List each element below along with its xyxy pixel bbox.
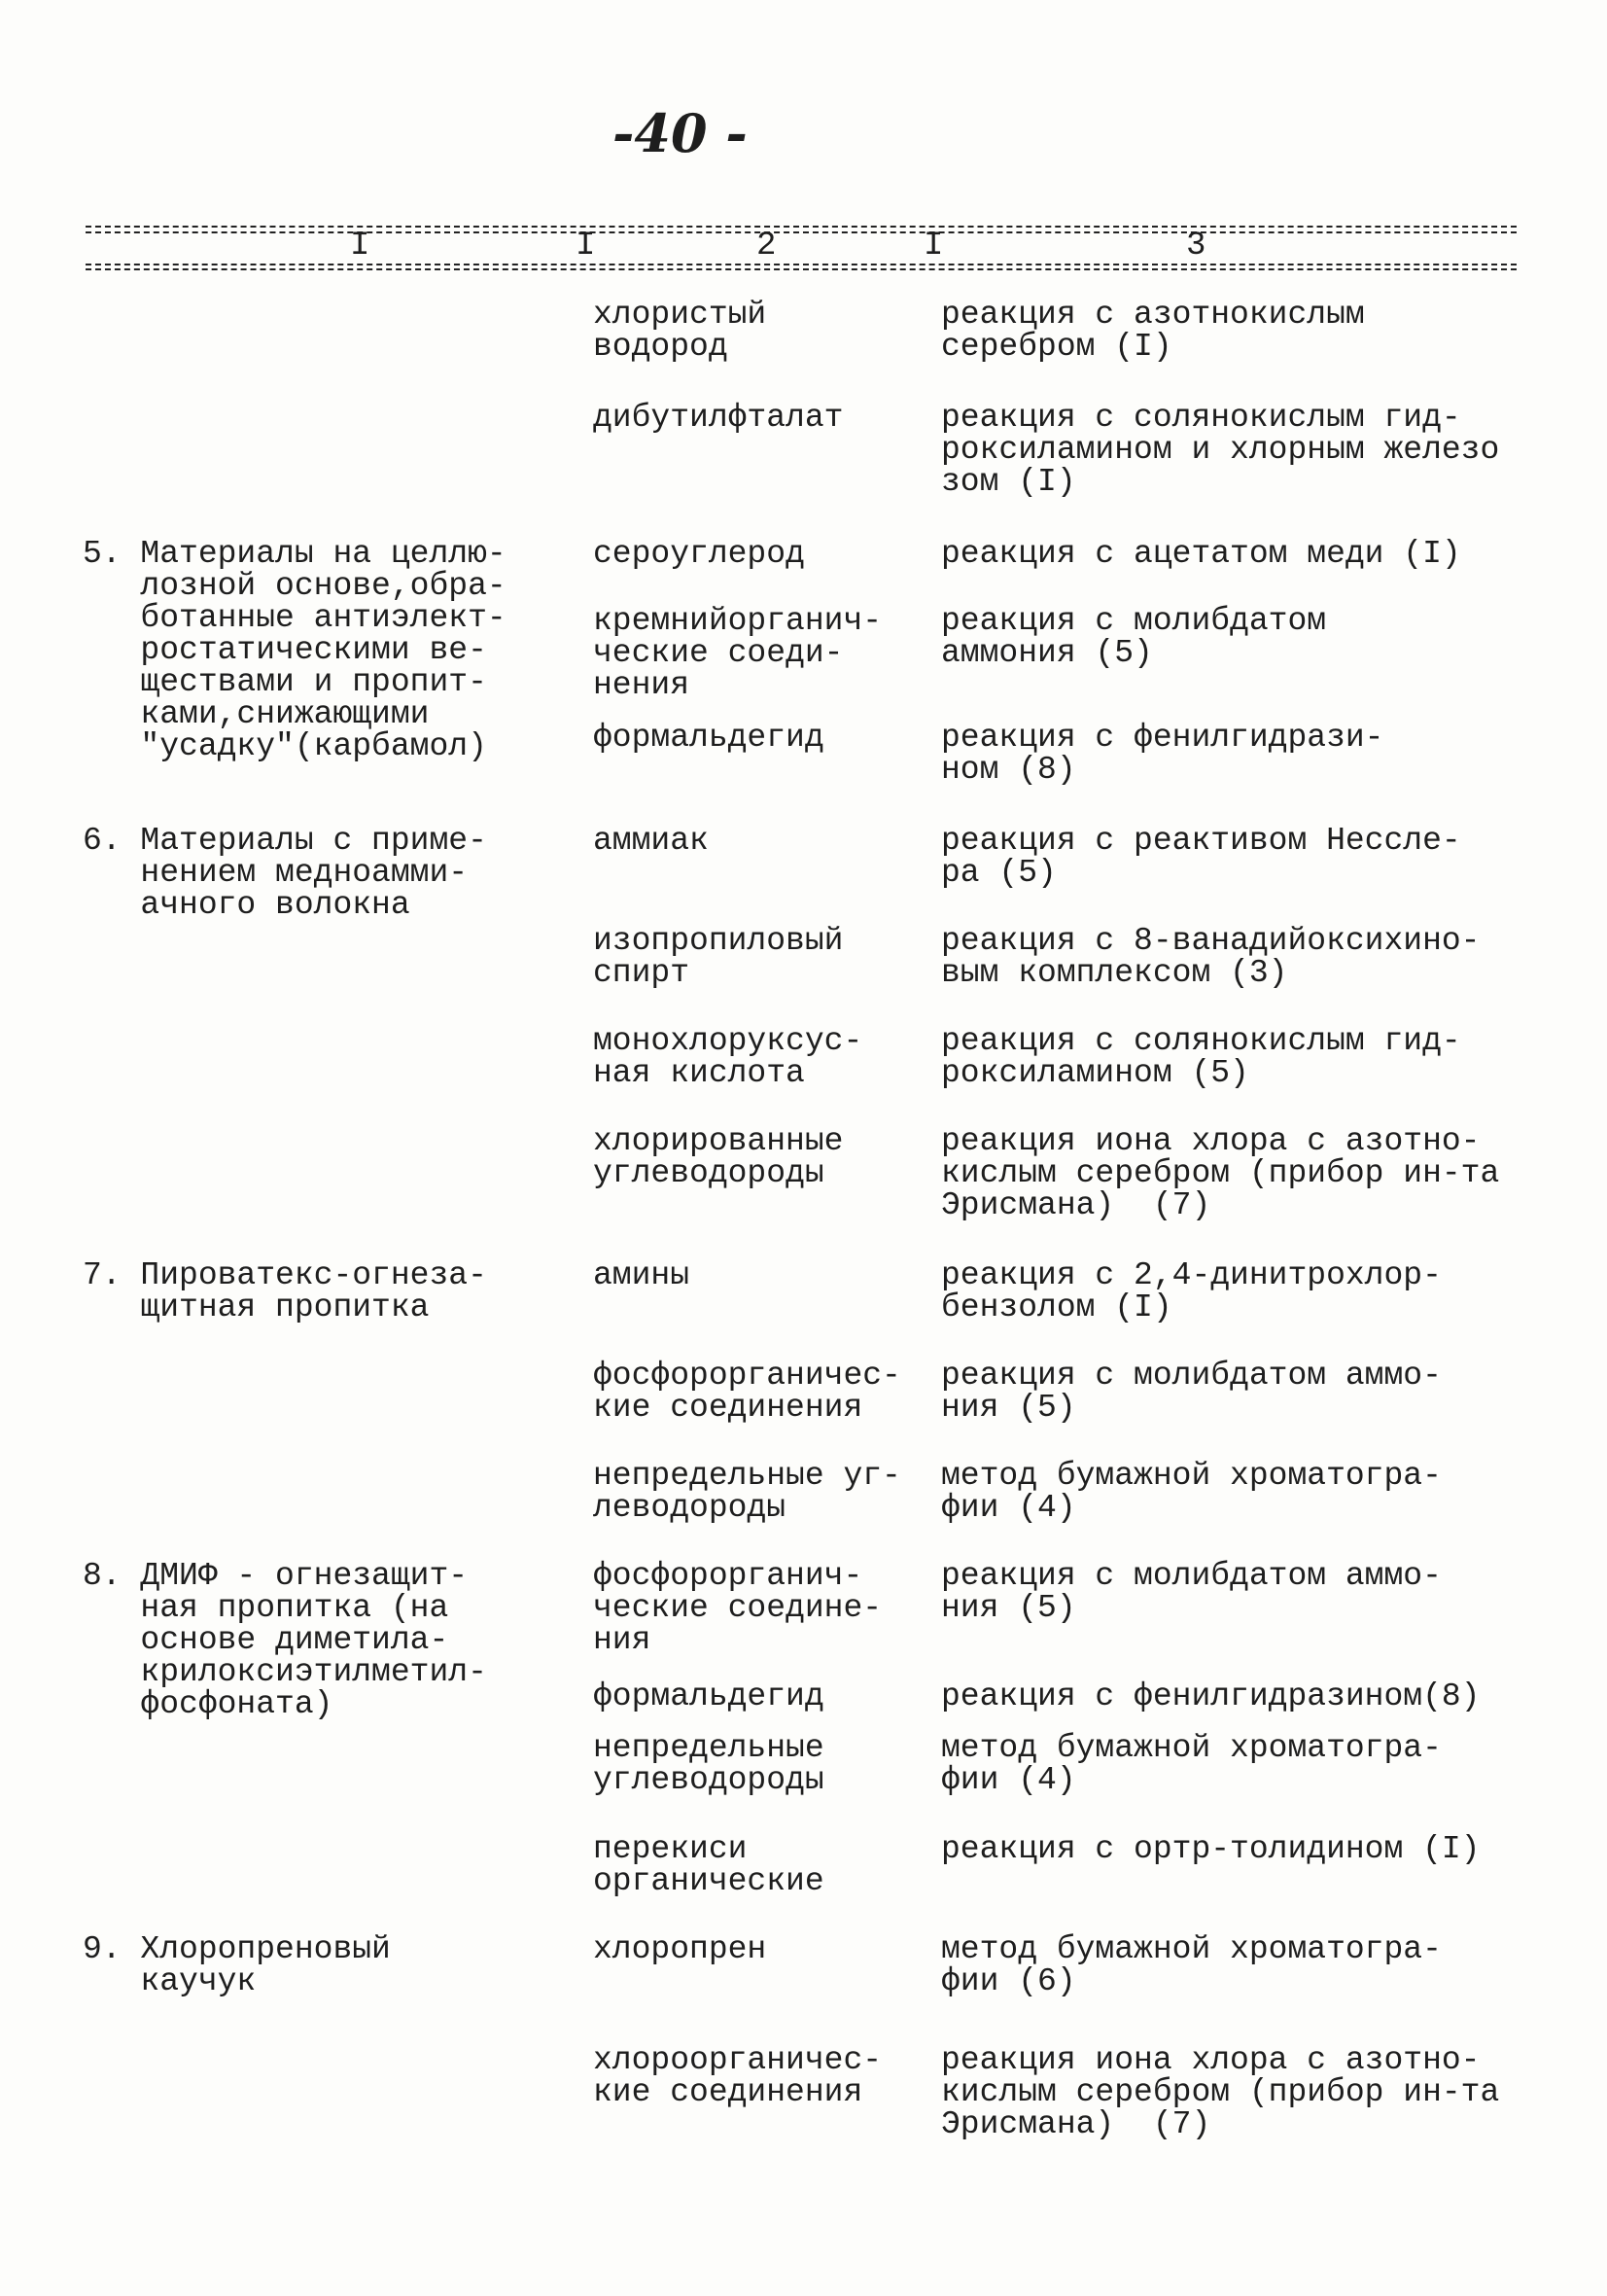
- column-header-2: 2: [756, 228, 777, 265]
- table-cell-substance: фосфорорганич- ческие соедине- ния: [593, 1558, 883, 1658]
- table-cell-method: метод бумажной хроматогра- фии (4): [941, 1730, 1442, 1798]
- column-header-3: 3: [1186, 228, 1206, 265]
- table-cell-method: реакция с реактивом Несслe- ра (5): [941, 823, 1461, 891]
- table-cell-method: реакция иона хлора с азотно- кислым серебром (прибор ин-та Эрисмана) (7): [941, 1123, 1500, 1223]
- table-cell-substance: изопропиловый спирт: [593, 923, 844, 991]
- table-cell-method: реакция с солянокислым гид- роксиламином и хлорным железо зом (I): [941, 400, 1500, 500]
- column-separator: I: [576, 228, 596, 265]
- column-header-1: I: [350, 228, 370, 265]
- page-number: -40 -: [612, 102, 748, 164]
- table-header-rule-top: [86, 226, 1517, 228]
- table-cell-method: реакция с солянокислым гид- роксиламином (5): [941, 1023, 1461, 1091]
- table-cell-method: метод бумажной хроматогра- фии (6): [941, 1931, 1442, 1999]
- table-cell-method: реакция с фенилгидразином(8): [941, 1678, 1481, 1714]
- table-header-rule-bottom-2: [86, 268, 1517, 270]
- table-cell-material: 8. ДМИФ - огнезащит- ная пропитка (на основе диметила- крилоксиэтилметил- фосфоната): [83, 1558, 487, 1722]
- table-cell-substance: хлорированные углеводороды: [593, 1123, 844, 1191]
- table-cell-method: реакция иона хлора с азотно- кислым серебром (прибор ин-та Эрисмана) (7): [941, 2042, 1500, 2142]
- table-cell-material: 7. Пироватекс-огнеза- щитная пропитка: [83, 1257, 487, 1325]
- table-cell-method: реакция с азотнокислым серебром (I): [941, 297, 1365, 365]
- table-cell-method: реакция с молибдатом аммо- ния (5): [941, 1558, 1442, 1626]
- table-cell-substance: непредельные уг- леводороды: [593, 1458, 901, 1526]
- table-header-rule-top-2: [86, 231, 1517, 233]
- table-cell-substance: формальдегид: [593, 720, 824, 756]
- table-cell-method: реакция с молибдатом аммо- ния (5): [941, 1358, 1442, 1426]
- table-cell-substance: фосфорорганичес- кие соединения: [593, 1358, 901, 1426]
- table-cell-substance: амины: [593, 1257, 690, 1293]
- table-cell-method: метод бумажной хроматогра- фии (4): [941, 1458, 1442, 1526]
- table-cell-substance: непредельные углеводороды: [593, 1730, 824, 1798]
- table-cell-method: реакция с ортр-толидином (I): [941, 1831, 1481, 1867]
- table-cell-method: реакция с фенилгидрази- ном (8): [941, 720, 1384, 788]
- table-cell-method: реакция с 8-ванадийоксихино- вым комплексом (3): [941, 923, 1481, 991]
- table-cell-method: реакция с 2,4-динитрохлор- бензолом (I): [941, 1257, 1442, 1325]
- table-cell-substance: аммиак: [593, 823, 709, 859]
- table-header-rule-bottom: [86, 264, 1517, 265]
- table-cell-substance: сероуглерод: [593, 536, 805, 572]
- table-cell-substance: хлороорганичес- кие соединения: [593, 2042, 883, 2110]
- table-cell-substance: дибутилфталат: [593, 400, 844, 436]
- table-cell-method: реакция с ацетатом меди (I): [941, 536, 1461, 572]
- table-cell-material: 9. Хлоропреновый каучук: [83, 1931, 391, 1999]
- table-cell-substance: формальдегид: [593, 1678, 824, 1714]
- table-cell-substance: перекиси органические: [593, 1831, 824, 1899]
- column-separator: I: [924, 228, 944, 265]
- table-cell-method: реакция с молибдатом аммония (5): [941, 603, 1327, 671]
- table-cell-substance: кремнийорганич- ческие соеди- нения: [593, 603, 883, 703]
- table-cell-material: 5. Материалы на целлю- лозной основе,обра- ботанные антиэлект- ростатическими ве- ществами и пропит- ками,снижающими "усадку"(карбамол): [83, 536, 507, 764]
- table-cell-material: 6. Материалы с приме- нением медноамми- ачного волокна: [83, 823, 487, 923]
- table-cell-substance: хлоропрен: [593, 1931, 767, 1967]
- table-cell-substance: хлористый водород: [593, 297, 767, 365]
- table-cell-substance: монохлоруксус- ная кислота: [593, 1023, 863, 1091]
